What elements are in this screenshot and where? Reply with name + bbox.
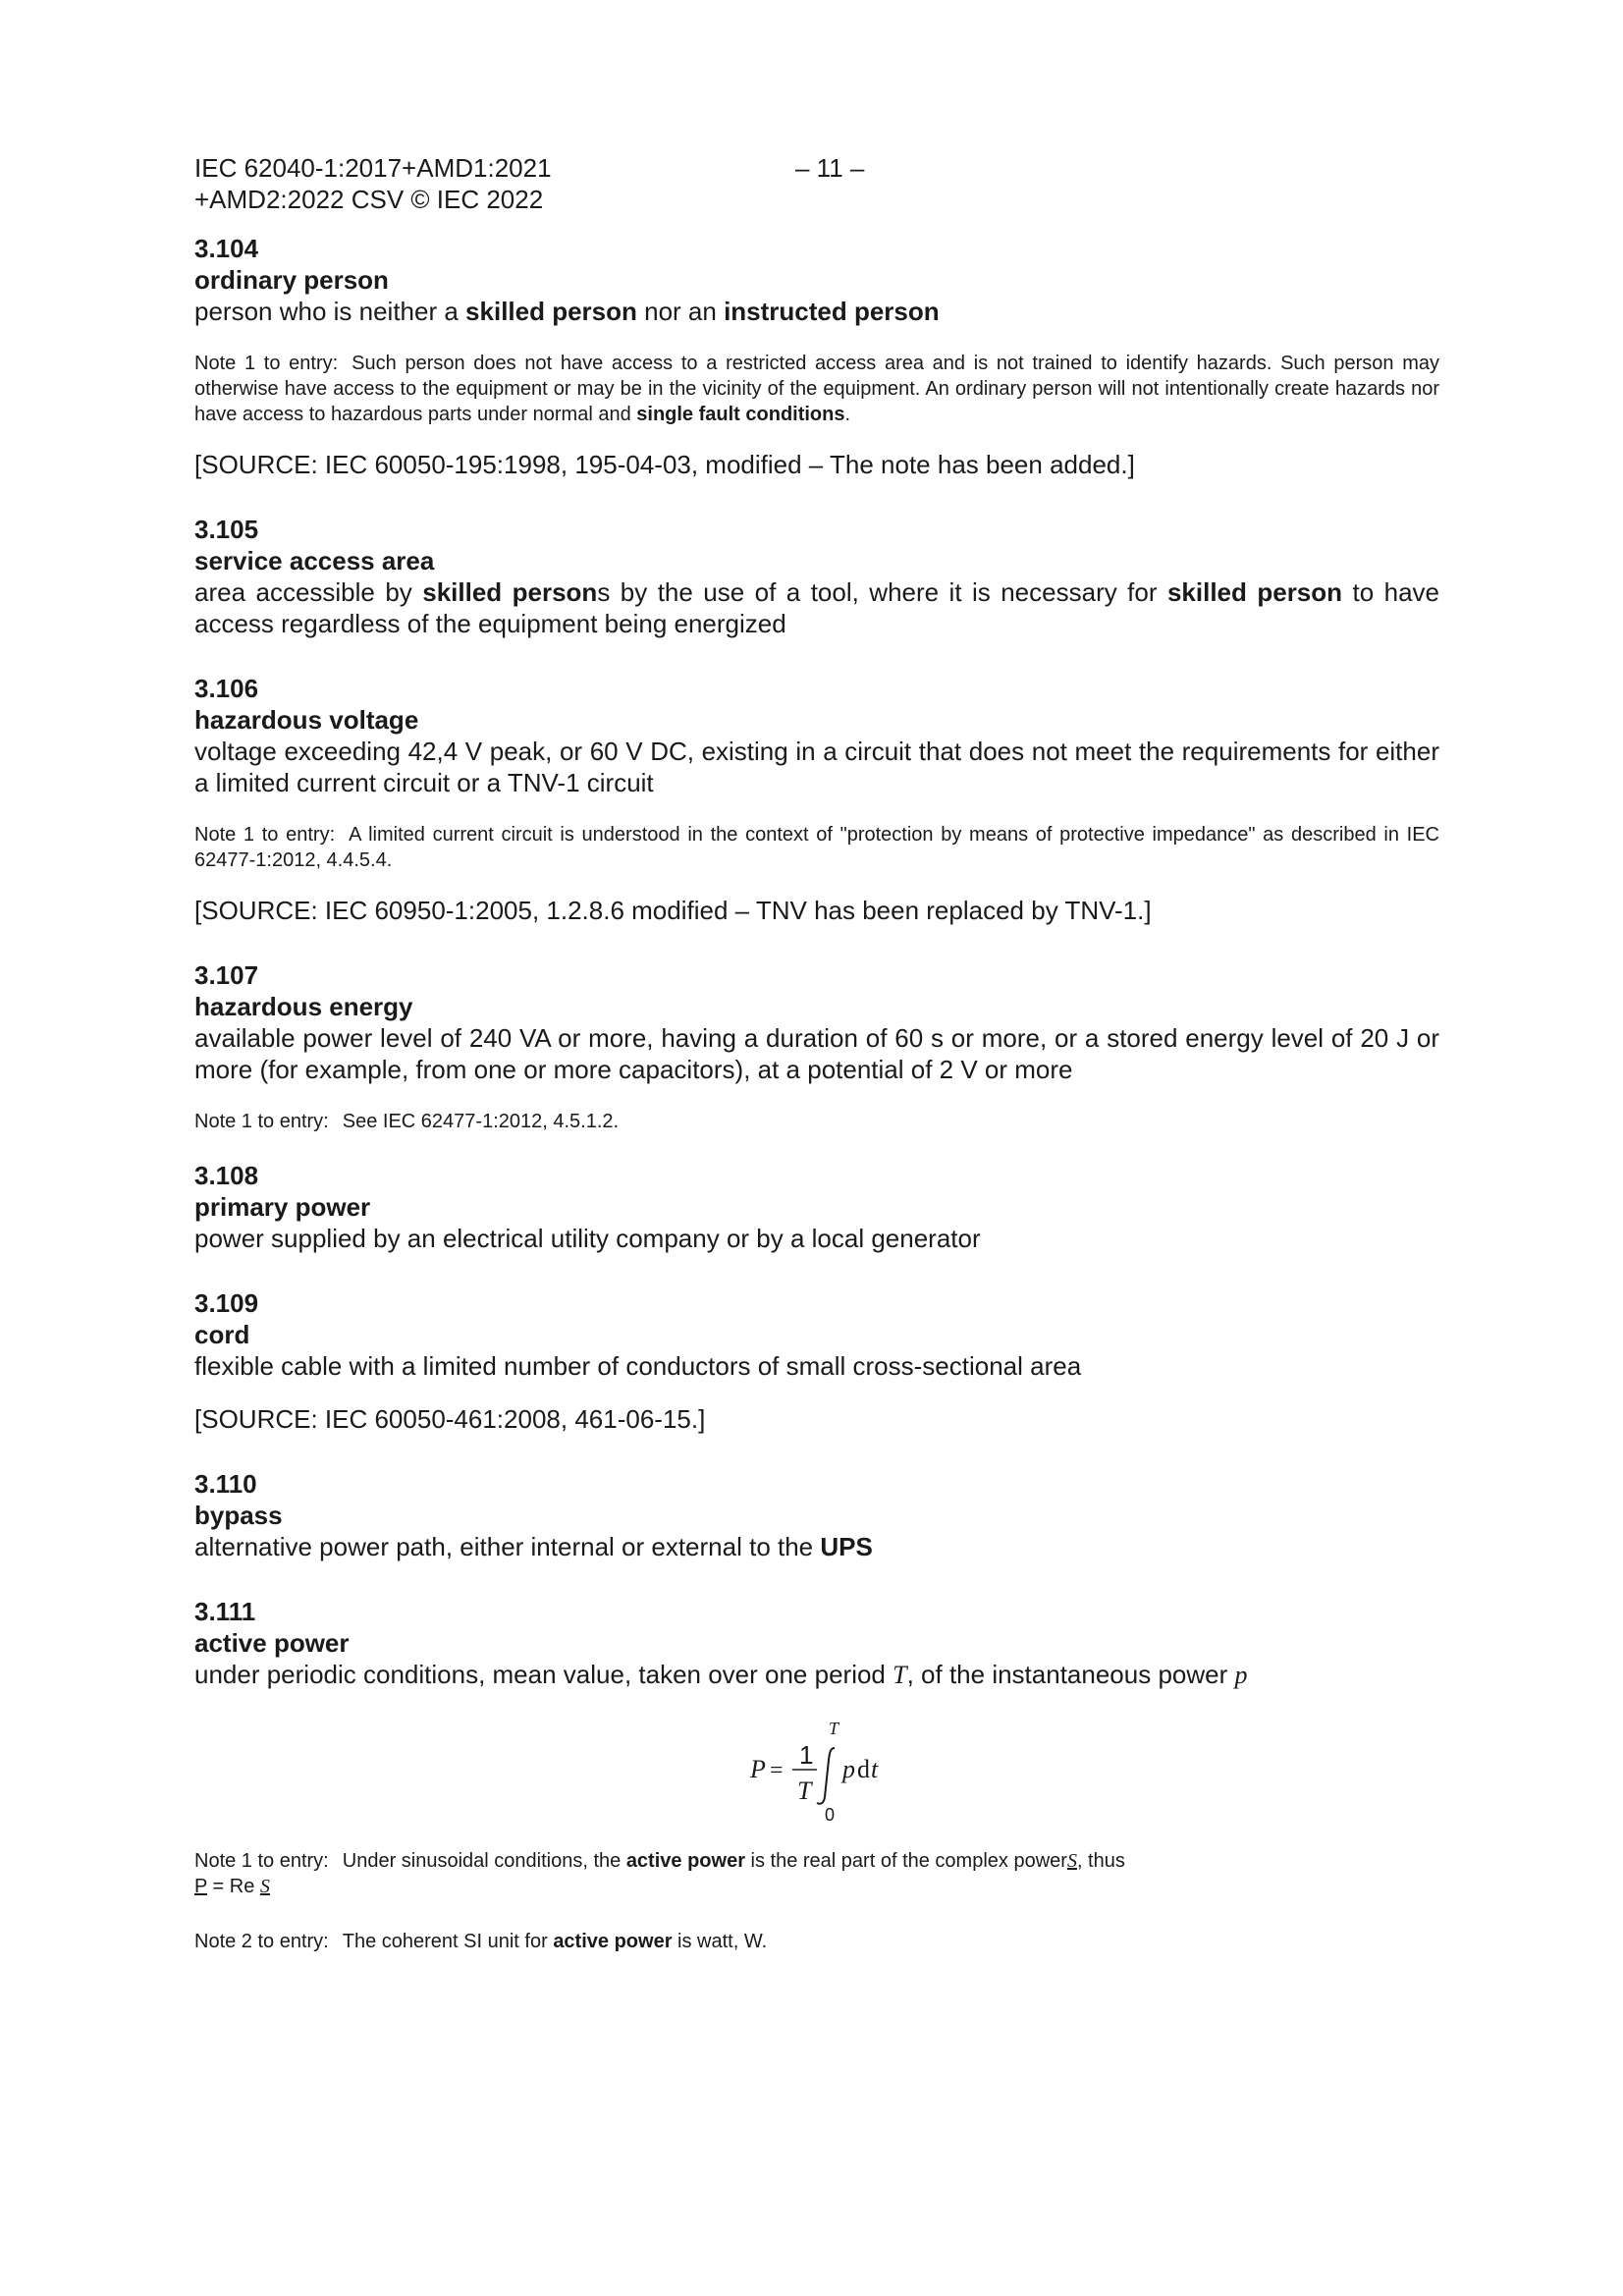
term-3-110	[194, 1468, 1439, 1562]
integral-lower-limit: 0	[825, 1805, 836, 1825]
note-text: Such person does not have access to a restricted access area and is not trained to identify hazards. Such person may otherwise have access to the equipment or may be in the vicinity of the equipment. An ordinary person will not intentionally create hazards nor have access to hazardous parts under normal and	[194, 353, 1440, 425]
math-symbol: P	[194, 1876, 207, 1897]
defined-term-ref: instructed person	[724, 297, 940, 326]
term-name: ordinary person	[194, 265, 389, 295]
source-reference: [SOURCE: IEC 60950-1:2005, 1.2.8.6 modified – TNV has been replaced by TNV-1.]	[194, 896, 1152, 925]
integral-upper-limit: T	[829, 1719, 839, 1738]
math-symbol: S	[1066, 1850, 1077, 1872]
defined-term-ref: active power	[553, 1931, 673, 1952]
note-to-entry	[194, 351, 1439, 427]
term-definition	[194, 296, 1439, 327]
integrand-t: t	[871, 1755, 879, 1783]
formula-numerator: 1	[799, 1740, 814, 1770]
integral-sign	[817, 1748, 835, 1804]
term-name: hazardous voltage	[194, 705, 419, 735]
definition-text: person who is neither a	[194, 297, 466, 326]
definition-text: alternative power path, either internal or external to the	[194, 1532, 821, 1561]
term-3-104	[194, 233, 1439, 480]
math-symbol: p	[1234, 1661, 1248, 1689]
note-text: = Re	[206, 1876, 260, 1897]
term-definition: available power level of 240 VA or more, having a duration of 60 s or more, or a stored energy level of 20 J or more (for example, from one or more capacitors), at a potential of 2 V or more	[194, 1023, 1439, 1084]
term-name: cord	[194, 1320, 250, 1349]
document-identifier-line1: IEC 62040-1:2017+AMD1:2021	[194, 153, 552, 183]
note-to-entry-1	[194, 1848, 1439, 1899]
term-number: 3.108	[194, 1161, 259, 1190]
note-text: See IEC 62477-1:2012, 4.5.1.2.	[342, 1111, 620, 1132]
term-number: 3.105	[194, 515, 259, 544]
term-3-111	[194, 1596, 1439, 1954]
definition-text: nor an	[636, 297, 725, 326]
note-text: Under sinusoidal conditions, the	[342, 1850, 626, 1872]
term-3-105	[194, 514, 1439, 639]
note-label: Note 1 to entry:	[194, 1111, 329, 1132]
term-name: active power	[194, 1628, 350, 1658]
note-label: Note 2 to entry:	[194, 1931, 329, 1952]
definition-text: to have access regardless of the equipment being energized	[194, 577, 1440, 638]
term-definition: flexible cable with a limited number of conductors of small cross-sectional area	[194, 1351, 1082, 1381]
term-3-108	[194, 1160, 1439, 1254]
note-to-entry	[194, 822, 1439, 873]
term-number: 3.109	[194, 1288, 259, 1318]
term-number: 3.111	[194, 1597, 256, 1626]
term-definitions	[194, 233, 1439, 1954]
page-number: – 11 –	[795, 153, 865, 183]
term-definition	[194, 576, 1439, 639]
term-number: 3.106	[194, 674, 259, 703]
formula-denominator: T	[797, 1777, 812, 1805]
defined-term-ref: skilled person	[465, 297, 637, 326]
note-text: The coherent SI unit for	[342, 1931, 554, 1952]
note-to-entry	[194, 1109, 1439, 1134]
defined-term-ref: active power	[625, 1850, 745, 1872]
term-definition	[194, 1659, 1439, 1691]
term-definition: voltage exceeding 42,4 V peak, or 60 V DC, existing in a circuit that does not meet the requirements for either a limited current circuit or a TNV-1 circuit	[194, 737, 1439, 797]
integrand-p: p	[842, 1755, 855, 1783]
term-name: hazardous energy	[194, 992, 413, 1021]
defined-term-ref: single fault conditions	[636, 404, 845, 425]
defined-term-ref: skilled person	[1166, 577, 1343, 607]
term-3-109	[194, 1287, 1439, 1435]
formula-lhs: P	[750, 1755, 766, 1783]
term-name: service access area	[194, 546, 435, 575]
term-number: 3.110	[194, 1469, 257, 1499]
formula-graphic	[194, 1713, 1439, 1831]
note-text: is the real part of the complex power	[744, 1850, 1067, 1872]
math-symbol: S	[259, 1876, 270, 1897]
integrand-d: d	[857, 1755, 870, 1783]
term-3-106	[194, 673, 1439, 926]
term-definition: power supplied by an electrical utility company or by a local generator	[194, 1224, 981, 1253]
note-text: is watt, W.	[672, 1931, 768, 1952]
definition-text: , of the instantaneous power	[906, 1660, 1235, 1689]
definition-text: s by the use of a tool, where it is necessary for	[597, 577, 1167, 607]
note-label: Note 1 to entry:	[194, 1850, 329, 1872]
note-text: A limited current circuit is understood in the context of "protection by means of protective impedance" as described in IEC 62477-1:2012, 4.4.5.4.	[194, 824, 1439, 871]
formula-equals: =	[770, 1758, 784, 1783]
term-number: 3.104	[194, 234, 259, 263]
note-to-entry-2	[194, 1929, 1439, 1954]
defined-term-ref: UPS	[820, 1532, 873, 1561]
note-label: Note 1 to entry:	[194, 824, 336, 846]
term-definition	[194, 1531, 1439, 1562]
definition-text: area accessible by	[194, 577, 423, 607]
note-text: , thus	[1076, 1850, 1125, 1872]
note-text: .	[844, 404, 851, 425]
document-identifier-line2: +AMD2:2022 CSV © IEC 2022	[194, 185, 544, 214]
term-name: bypass	[194, 1501, 283, 1530]
source-reference: [SOURCE: IEC 60050-461:2008, 461-06-15.]	[194, 1404, 706, 1434]
definition-text: under periodic conditions, mean value, taken over one period	[194, 1660, 893, 1689]
term-number: 3.107	[194, 960, 259, 990]
term-3-107	[194, 959, 1439, 1134]
active-power-formula	[194, 1713, 1439, 1831]
source-reference: [SOURCE: IEC 60050-195:1998, 195-04-03, modified – The note has been added.]	[194, 450, 1135, 479]
note-label: Note 1 to entry:	[194, 353, 339, 374]
defined-term-ref: skilled person	[422, 577, 598, 607]
document-identifier	[194, 152, 882, 215]
math-symbol: T	[893, 1661, 907, 1689]
term-name: primary power	[194, 1192, 371, 1222]
